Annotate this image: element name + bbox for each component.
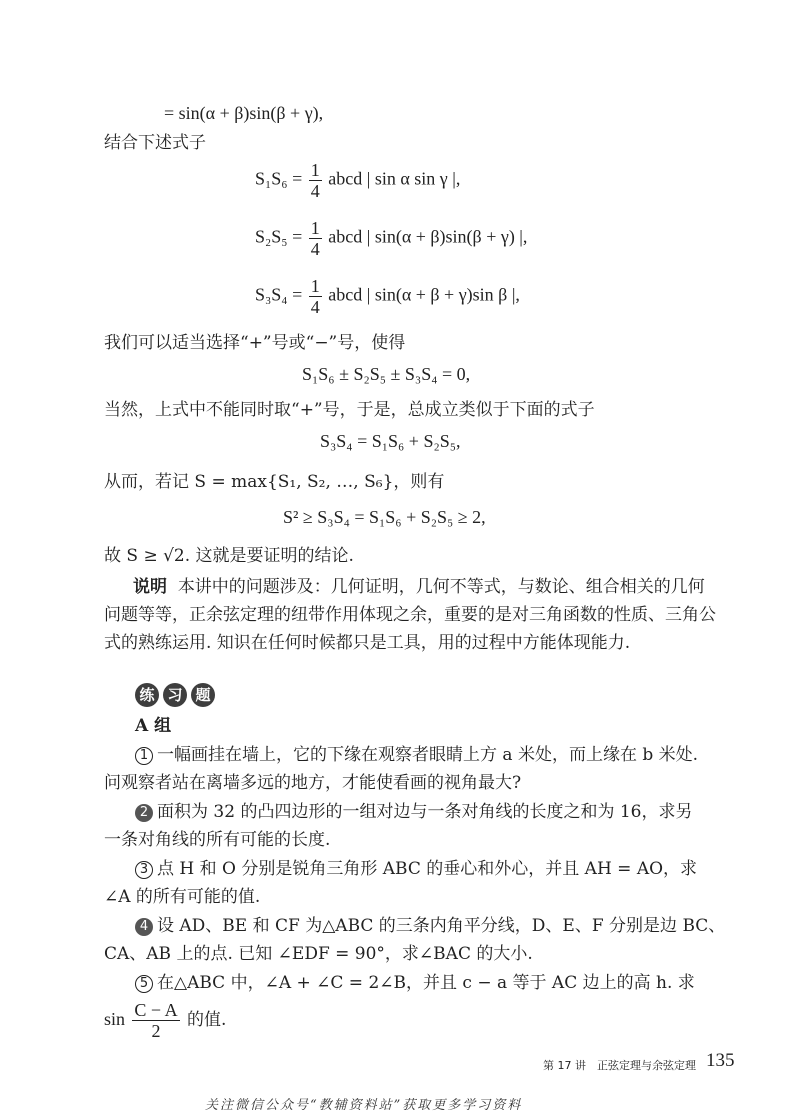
chapter-footer: 第 17 讲 正弦定理与余弦定理 xyxy=(543,1059,696,1072)
heading-char: 练 xyxy=(135,683,159,707)
exercise-number-badge: 5 xyxy=(135,975,153,993)
eq-sum-zero: S₁S₆ ± S₂S₅ ± S₃S₄ = 0, xyxy=(302,364,471,384)
proof-eq-line: = sin(α + β)sin(β + γ), xyxy=(164,103,324,123)
exercise-4-line-2: CA、AB 上的点. 已知 ∠EDF = 90°，求∠BAC 的大小. xyxy=(104,944,533,964)
fraction-c-minus-a: $\frac{C - A}{2}$ xyxy=(134,1000,178,1041)
exercise-number-badge: 3 xyxy=(135,861,153,879)
exercise-number-badge: 1 xyxy=(135,747,153,765)
formula-rhs: abcd | sin α sin γ |, xyxy=(328,168,461,189)
fraction-quarter: $\frac{1}{4}$ xyxy=(310,218,320,259)
exercise-5-line-1 xyxy=(135,971,695,995)
eq-similar: S₃S₄ = S₁S₆ + S₂S₅, xyxy=(320,431,461,451)
exercise-2-line-2: 一条对角线的所有可能的长度. xyxy=(104,830,331,850)
fraction-quarter: $\frac{1}{4}$ xyxy=(310,276,320,317)
fraction-quarter: $\frac{1}{4}$ xyxy=(310,160,320,201)
exercise-text: 的值. xyxy=(187,1010,227,1030)
note-line-1 xyxy=(133,575,705,599)
exercises-heading xyxy=(135,683,219,707)
exercise-4-line-1 xyxy=(135,914,725,938)
watermark-note: 关注微信公众号“教辅资料站”获取更多学习资料 xyxy=(205,1098,523,1113)
page-number: 135 xyxy=(706,1050,735,1071)
formula-s3s4 xyxy=(255,276,520,317)
exercise-text: 在△ABC 中，∠A + ∠C = 2∠B，并且 c − a 等于 AC 边上的高 h. 求 xyxy=(157,973,695,993)
note-line-3: 式的熟练运用. 知识在任何时候都只是工具，用的过程中方能体现能力. xyxy=(104,633,631,653)
exercise-2-line-1 xyxy=(135,800,692,824)
exercise-3-line-1 xyxy=(135,857,697,881)
heading-char: 题 xyxy=(191,683,215,707)
heading-char: 习 xyxy=(163,683,187,707)
exercise-text: 面积为 32 的凸四边形的一组对边与一条对角线的长度之和为 16，求另 xyxy=(157,802,693,822)
choose-sign-text: 我们可以适当选择“+”号或“−”号，使得 xyxy=(104,333,406,353)
formula-lhs: S₃S₄ = xyxy=(255,284,303,305)
note-label: 说明 xyxy=(133,577,167,597)
exercise-text: 点 H 和 O 分别是锐角三角形 ABC 的垂心和外心，并且 AH = AO，求 xyxy=(157,859,698,879)
exercise-text: 设 AD、BE 和 CF 为△ABC 的三条内角平分线，D、E、F 分别是边 BC、 xyxy=(157,916,726,936)
formula-rhs: abcd | sin(α + β + γ)sin β |, xyxy=(328,284,520,305)
exercise-text: 一幅画挂在墙上，它的下缘在观察者眼睛上方 a 米处，而上缘在 b 米处. xyxy=(157,745,699,765)
exercise-1-line-1 xyxy=(135,743,698,767)
exercise-number-badge: 2 xyxy=(135,804,153,822)
conclusion-text: 故 S ≥ √2. 这就是要证明的结论. xyxy=(104,546,354,566)
sin-label: sin xyxy=(104,1009,126,1029)
combine-text: 结合下述式子 xyxy=(104,133,206,153)
exercise-5-line-2 xyxy=(104,1000,226,1041)
exercise-number-badge: 4 xyxy=(135,918,153,936)
group-label: A 组 xyxy=(135,716,172,736)
exercise-3-line-2: ∠A 的所有可能的值. xyxy=(104,887,261,907)
formula-lhs: S₁S₆ = xyxy=(255,168,303,189)
thus-text: 从而，若记 S = max{S₁, S₂, …, S₆}，则有 xyxy=(104,472,445,492)
formula-s2s5 xyxy=(255,218,527,259)
eq-final: S² ≥ S₃S₄ = S₁S₆ + S₂S₅ ≥ 2, xyxy=(283,507,486,527)
note-text: 本讲中的问题涉及：几何证明，几何不等式，与数论、组合相关的几何 xyxy=(177,577,705,597)
note-line-2: 问题等等，正余弦定理的纽带作用体现之余，重要的是对三角函数的性质、三角公 xyxy=(104,605,716,625)
of-course-text: 当然，上式中不能同时取“+”号，于是，总成立类似于下面的式子 xyxy=(104,400,595,420)
exercise-1-line-2: 问观察者站在离墙多远的地方，才能使看画的视角最大? xyxy=(104,773,522,793)
formula-s1s6 xyxy=(255,160,460,201)
formula-lhs: S₂S₅ = xyxy=(255,226,303,247)
formula-rhs: abcd | sin(α + β)sin(β + γ) |, xyxy=(328,226,528,247)
